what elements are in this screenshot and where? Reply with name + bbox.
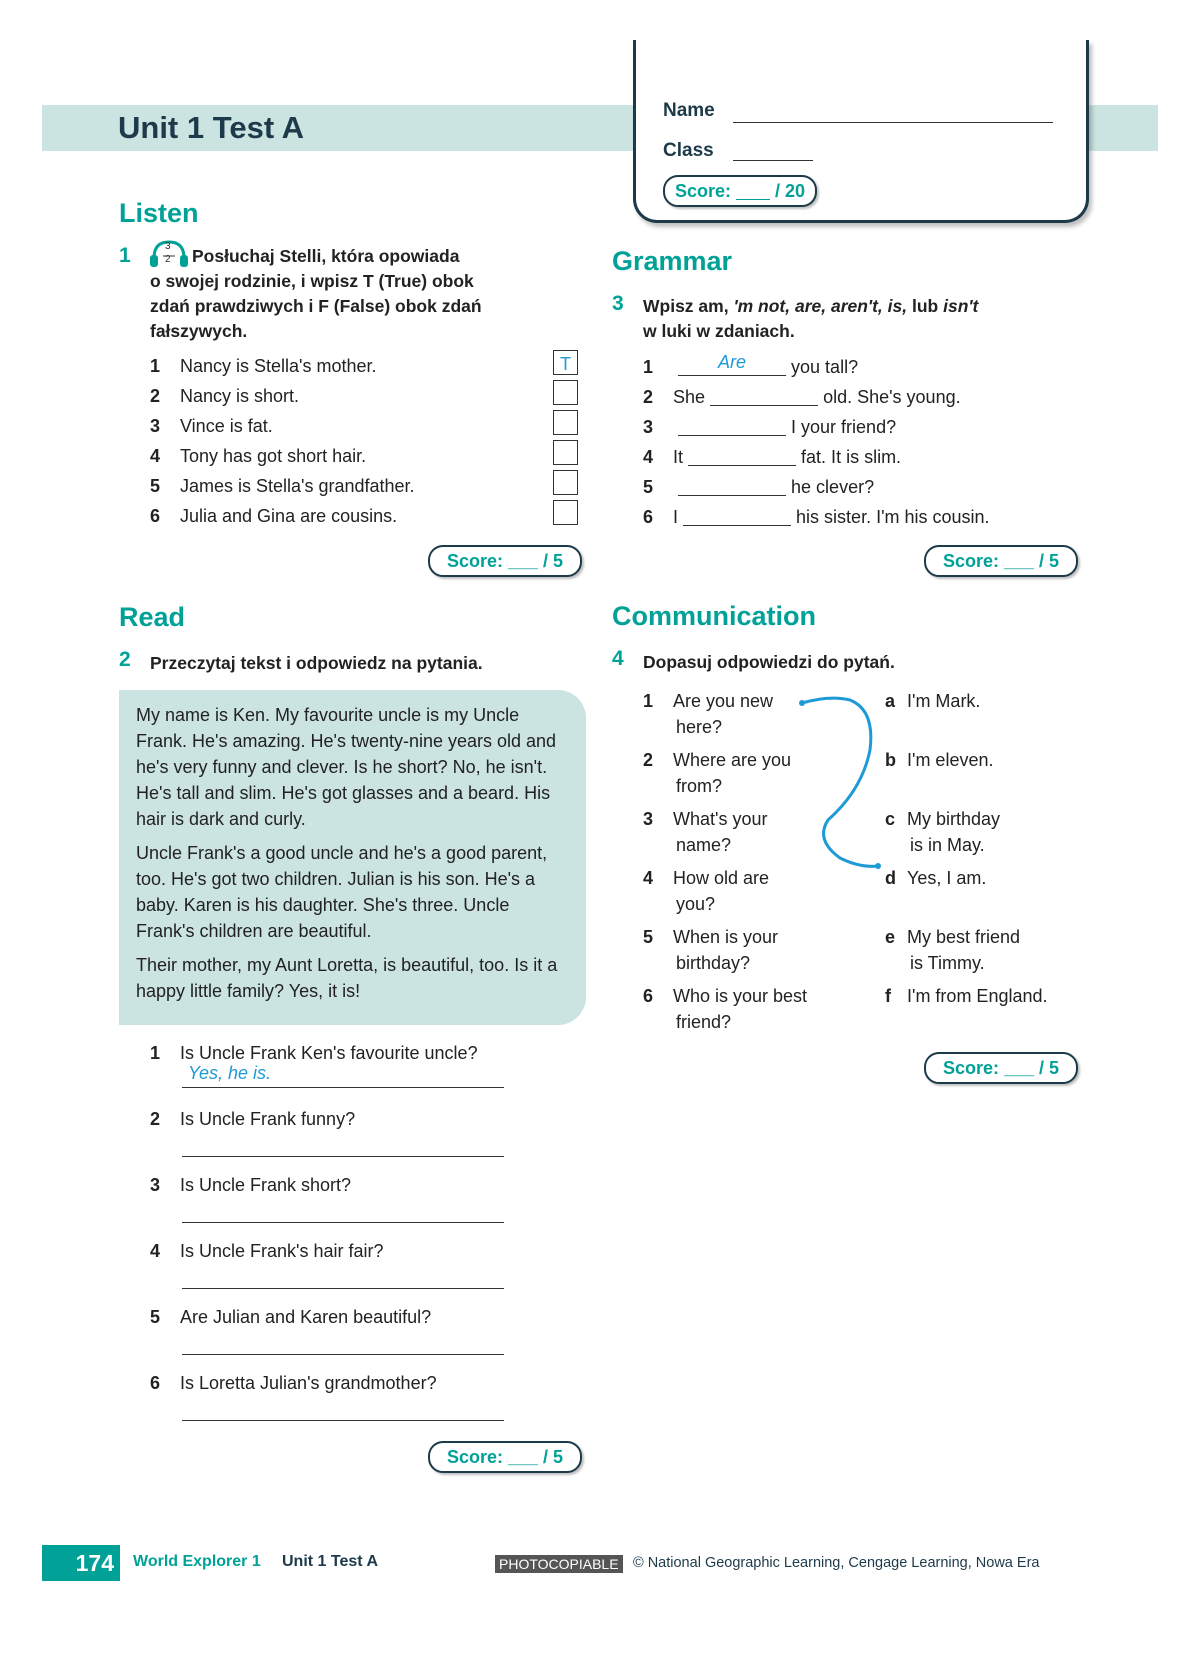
item-text: Nancy is short. xyxy=(180,386,300,406)
item-text: I your friend? xyxy=(791,417,897,437)
list-item xyxy=(150,1106,530,1172)
listen-instruction-line-4: fałszywych. xyxy=(150,321,248,341)
item-text: friend? xyxy=(676,1012,732,1032)
item-text: here? xyxy=(676,717,723,737)
reading-paragraph-1: My name is Ken. My favourite uncle is my Uncle Frank. He's amazing. He's twenty-nine years old and he's very funny and clever. Is he short? No, he isn't. He's tall and slim. He's got glasses and a beard. His hair is dark and curly. xyxy=(136,705,557,829)
item-text: James is Stella's grandfather. xyxy=(180,476,415,496)
list-item xyxy=(150,1172,530,1238)
item-text: Where are you xyxy=(673,750,792,770)
grammar-items xyxy=(643,353,1083,533)
gap-field[interactable] xyxy=(678,413,786,436)
listen-score-badge: Score: ___ / 5 xyxy=(428,545,582,577)
item-letter: a xyxy=(885,691,896,711)
list-item xyxy=(150,473,590,503)
item-text: She xyxy=(673,387,706,407)
item-text: you tall? xyxy=(791,357,859,377)
name-class-card xyxy=(633,40,1089,223)
item-number: 6 xyxy=(150,1373,161,1393)
exercise-number-2: 2 xyxy=(119,648,131,671)
item-number: 6 xyxy=(150,506,161,526)
answer-box[interactable] xyxy=(553,440,578,465)
item-number: 3 xyxy=(150,416,161,436)
item-text: Yes, I am. xyxy=(907,868,987,888)
instruction-text: Wpisz am, xyxy=(643,296,729,316)
item-text: Who is your best xyxy=(673,986,808,1006)
item-text: fat. It is slim. xyxy=(801,447,902,467)
list-item[interactable] xyxy=(885,865,1095,924)
item-number: 6 xyxy=(643,507,654,527)
item-number: 4 xyxy=(643,868,654,888)
gap-field[interactable] xyxy=(678,353,786,376)
list-item xyxy=(150,1040,530,1106)
list-item xyxy=(643,413,1083,443)
match-end-dot xyxy=(875,863,881,869)
item-number: 4 xyxy=(150,446,161,466)
item-text: My best friend xyxy=(907,927,1021,947)
read-questions xyxy=(150,1040,530,1436)
gap-field[interactable] xyxy=(678,473,786,496)
item-text: Vince is fat. xyxy=(180,416,273,436)
read-instruction: Przeczytaj tekst i odpowiedz na pytania. xyxy=(150,653,483,673)
name-label: Name xyxy=(663,100,715,121)
item-number: 5 xyxy=(150,476,161,496)
item-text: birthday? xyxy=(676,953,751,973)
item-text: It xyxy=(673,447,684,467)
item-text: Is Uncle Frank's hair fair? xyxy=(180,1241,384,1261)
gap-field[interactable] xyxy=(683,503,791,526)
answer-line[interactable] xyxy=(182,1288,504,1289)
list-item xyxy=(643,383,1083,413)
listen-instruction-line-1: Posłuchaj Stelli, która opowiada xyxy=(192,246,460,266)
item-number: 1 xyxy=(150,356,161,376)
item-number: 2 xyxy=(150,386,161,406)
answer-line[interactable] xyxy=(182,1420,504,1421)
item-number: 6 xyxy=(643,986,654,1006)
read-score-badge: Score: ___ / 5 xyxy=(428,1441,582,1473)
item-text: Are Julian and Karen beautiful? xyxy=(180,1307,432,1327)
item-text: Nancy is Stella's mother. xyxy=(180,356,377,376)
read-heading: Read xyxy=(119,602,186,632)
communication-heading: Communication xyxy=(612,601,817,631)
class-field[interactable] xyxy=(733,160,813,161)
item-text: Are you new xyxy=(673,691,774,711)
total-score-blank xyxy=(736,185,770,200)
answer-box[interactable] xyxy=(553,470,578,495)
list-item xyxy=(643,353,1083,383)
reading-text-box xyxy=(119,690,586,1025)
exercise-number-1: 1 xyxy=(119,244,131,267)
item-number: 3 xyxy=(643,809,654,829)
page-title: Unit 1 Test A xyxy=(118,110,305,145)
item-text: I xyxy=(673,507,679,527)
item-number: 5 xyxy=(150,1307,161,1327)
answer-box[interactable] xyxy=(553,350,578,375)
item-number: 4 xyxy=(150,1241,161,1261)
listen-instruction-line-3: zdań prawdziwych i F (False) obok zdań xyxy=(150,296,482,316)
item-text: he clever? xyxy=(791,477,875,497)
track-number-top: 3 xyxy=(165,241,171,252)
item-text: his sister. I'm his cousin. xyxy=(796,507,990,527)
item-text: How old are xyxy=(673,868,770,888)
exercise-number-4: 4 xyxy=(612,647,624,670)
list-item[interactable] xyxy=(643,983,853,1042)
instruction-words: isn't xyxy=(943,296,979,316)
reading-paragraph-2: Uncle Frank's a good uncle and he's a good parent, too. He's got two children. Julian is his son. He's a baby. Karen is his daughter. She's three. Uncle Frank's children are beautiful. xyxy=(136,843,548,941)
answer-handwriting: Yes, he is. xyxy=(188,1063,272,1083)
list-item xyxy=(150,413,590,443)
answer-line[interactable] xyxy=(182,1222,504,1223)
item-number: 1 xyxy=(150,1043,161,1063)
item-letter: b xyxy=(885,750,896,770)
footer-book-title: World Explorer 1 xyxy=(133,1553,261,1570)
communication-instruction: Dopasuj odpowiedzi do pytań. xyxy=(643,652,895,672)
grammar-instruction-line-2: w luki w zdaniach. xyxy=(643,321,795,341)
item-number: 2 xyxy=(150,1109,161,1129)
answer-line[interactable] xyxy=(182,1354,504,1355)
item-text: you? xyxy=(676,894,716,914)
headphones-icon xyxy=(148,238,190,270)
item-number: 5 xyxy=(643,477,654,497)
reading-paragraph-3: Their mother, my Aunt Loretta, is beautiful, too. Is it a happy little family? Yes, it is! xyxy=(136,955,558,1001)
communication-score-badge: Score: ___ / 5 xyxy=(924,1052,1078,1084)
item-text: What's your xyxy=(673,809,768,829)
item-number: 3 xyxy=(150,1175,161,1195)
total-score-label: Score: xyxy=(674,181,731,201)
item-letter: d xyxy=(885,868,896,888)
item-number: 2 xyxy=(643,750,654,770)
list-item xyxy=(150,383,590,413)
item-text: Tony has got short hair. xyxy=(180,446,367,466)
item-text: Is Uncle Frank short? xyxy=(180,1175,352,1195)
answer-box[interactable] xyxy=(553,380,578,405)
list-item xyxy=(643,473,1083,503)
item-text: I'm from England. xyxy=(907,986,1048,1006)
gap-field[interactable] xyxy=(688,443,796,466)
item-text: I'm eleven. xyxy=(907,750,994,770)
item-text: My birthday xyxy=(907,809,1001,829)
item-text: I'm Mark. xyxy=(907,691,981,711)
photocopiable-badge: PHOTOCOPIABLE xyxy=(495,1555,623,1573)
list-item[interactable] xyxy=(885,983,1095,1042)
page-number: 174 xyxy=(42,1545,120,1581)
communication-answers xyxy=(885,688,1095,1042)
item-letter: f xyxy=(885,986,891,1006)
item-number: 2 xyxy=(643,387,654,407)
item-letter: e xyxy=(885,927,896,947)
item-number: 3 xyxy=(643,417,654,437)
answer-box[interactable] xyxy=(553,500,578,525)
item-letter: c xyxy=(885,809,896,829)
list-item[interactable] xyxy=(885,924,1095,983)
answer-handwriting: T xyxy=(560,354,571,374)
instruction-text: lub xyxy=(911,296,939,316)
item-text: Is Uncle Frank Ken's favourite uncle? xyxy=(180,1043,478,1063)
answer-handwriting: Are xyxy=(718,352,747,372)
answer-box[interactable] xyxy=(553,410,578,435)
match-start-dot xyxy=(799,700,805,706)
list-item xyxy=(150,443,590,473)
track-number-bottom: 2 xyxy=(165,254,171,265)
list-item xyxy=(643,443,1083,473)
list-item[interactable] xyxy=(885,747,1095,806)
listen-items xyxy=(150,353,590,533)
instruction-words: 'm not, are, aren't, is, xyxy=(733,296,908,316)
answer-line[interactable] xyxy=(182,1087,504,1088)
list-item[interactable] xyxy=(885,806,1095,865)
item-number: 1 xyxy=(643,691,654,711)
item-number: 4 xyxy=(643,447,654,467)
match-line xyxy=(802,698,878,866)
grammar-score-badge: Score: ___ / 5 xyxy=(924,545,1078,577)
item-text: old. She's young. xyxy=(823,387,961,407)
item-number: 1 xyxy=(643,357,654,377)
list-item xyxy=(150,353,590,383)
list-item xyxy=(150,1370,530,1436)
item-text: name? xyxy=(676,835,732,855)
item-text: is Timmy. xyxy=(910,953,985,973)
item-number: 5 xyxy=(643,927,654,947)
match-line-drawing xyxy=(790,690,900,890)
name-field[interactable] xyxy=(733,122,1053,123)
item-text: is in May. xyxy=(910,835,985,855)
total-score-max: / 20 xyxy=(775,181,806,201)
listen-instruction-line-2: o swojej rodzinie, i wpisz T (True) obok xyxy=(150,271,474,291)
item-text: Julia and Gina are cousins. xyxy=(180,506,398,526)
gap-field[interactable] xyxy=(710,383,818,406)
grammar-instruction-line-1 xyxy=(643,294,978,319)
list-item[interactable] xyxy=(643,924,853,983)
item-text: When is your xyxy=(673,927,779,947)
list-item xyxy=(150,1238,530,1304)
class-label: Class xyxy=(663,140,714,161)
list-item xyxy=(643,503,1083,533)
list-item xyxy=(150,1304,530,1370)
list-item[interactable] xyxy=(885,688,1095,747)
footer-unit: Unit 1 Test A xyxy=(282,1553,379,1570)
list-item xyxy=(150,503,590,533)
footer-copyright: © National Geographic Learning, Cengage Learning, Nowa Era xyxy=(633,1555,1040,1571)
exercise-number-3: 3 xyxy=(612,292,624,315)
listen-heading: Listen xyxy=(119,198,199,228)
grammar-heading: Grammar xyxy=(612,246,733,276)
item-text: from? xyxy=(676,776,723,796)
item-text: Is Uncle Frank funny? xyxy=(180,1109,356,1129)
answer-line[interactable] xyxy=(182,1156,504,1157)
total-score-badge xyxy=(663,175,817,207)
item-text: Is Loretta Julian's grandmother? xyxy=(180,1373,437,1393)
